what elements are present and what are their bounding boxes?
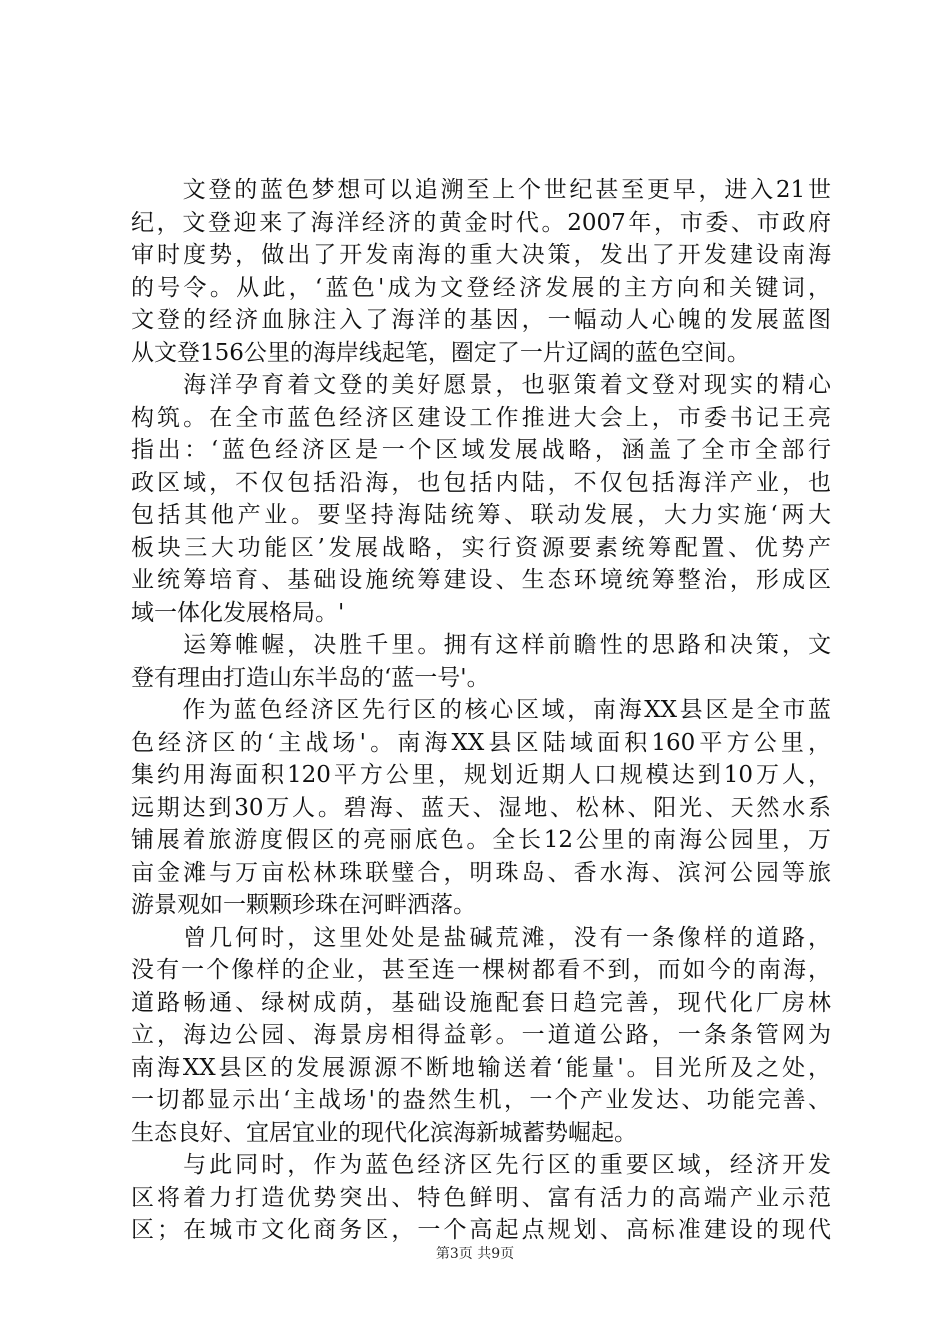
text-line: 游景观如一颗颗珍珠在河畔洒落。 xyxy=(131,892,476,918)
text-line: 远期达到30万人。碧海、蓝天、湿地、松林、阳光、天然水系 xyxy=(131,794,831,821)
page-number-footer: 第3页 共9页 xyxy=(435,1246,515,1262)
text-line: 与此同时，作为蓝色经济区先行区的重要区域，经济开发 xyxy=(131,1152,831,1178)
text-line: 审时度势，做出了开发南海的重大决策，发出了开发建设南海 xyxy=(131,242,831,268)
text-line: 一切都显示出‘主战场'的盎然生机，一个产业发达、功能完善、 xyxy=(131,1087,831,1113)
text-line: 南海XX县区的发展源源不断地输送着‘能量'。目光所及之处， xyxy=(131,1054,831,1081)
text-line: 业统筹培育、基础设施统筹建设、生态环境统筹整治，形成区 xyxy=(131,567,831,593)
text-line: 构筑。在全市蓝色经济区建设工作推进大会上，市委书记王亮 xyxy=(131,404,831,431)
text-line: 政区域，不仅包括沿海，也包括内陆，不仅包括海洋产业，也 xyxy=(131,469,831,496)
text-line: 没有一个像样的企业，甚至连一棵树都看不到，而如今的南海， xyxy=(131,957,831,983)
text-line: 运筹帷幄，决胜千里。拥有这样前瞻性的思路和决策，文 xyxy=(131,632,831,658)
text-line: 包括其他产业。要坚持海陆统筹、联动发展，大力实施‘两大 xyxy=(131,502,831,528)
text-line: 从文登156公里的海岸线起笔，圈定了一片辽阔的蓝色空间。 xyxy=(131,339,750,366)
text-line: 色经济区的‘主战场'。南海XX县区陆域面积160平方公里， xyxy=(131,729,831,756)
text-line: 纪，文登迎来了海洋经济的黄金时代。2007年，市委、市政府 xyxy=(131,209,831,236)
text-line: 海洋孕育着文登的美好愿景，也驱策着文登对现实的精心 xyxy=(131,372,831,398)
text-line: 区将着力打造优势突出、特色鲜明、富有活力的高端产业示范 xyxy=(131,1184,831,1211)
text-line: 文登的经济血脉注入了海洋的基因，一幅动人心魄的发展蓝图 xyxy=(131,307,831,333)
text-line: 亩金滩与万亩松林珠联璧合，明珠岛、香水海、滨河公园等旅 xyxy=(131,859,831,886)
text-line: 登有理由打造山东半岛的‘蓝一号'。 xyxy=(131,664,490,691)
paragraph xyxy=(131,369,831,629)
text-line: 铺展着旅游度假区的亮丽底色。全长12公里的南海公园里，万 xyxy=(131,827,831,853)
paragraph xyxy=(131,174,831,369)
text-line: 生态良好、宜居宜业的现代化滨海新城蓄势崛起。 xyxy=(131,1119,637,1146)
text-line: 集约用海面积120平方公里，规划近期人口规模达到10万人， xyxy=(131,762,831,788)
paragraph xyxy=(131,922,831,1150)
text-line: 板块三大功能区’发展战略，实行资源要素统筹配置、优势产 xyxy=(131,534,831,561)
document-body xyxy=(131,174,831,1247)
paragraph xyxy=(131,629,831,694)
text-line: 作为蓝色经济区先行区的核心区域，南海XX县区是全市蓝 xyxy=(131,697,831,723)
paragraph xyxy=(131,1149,831,1247)
paragraph xyxy=(131,694,831,922)
text-line: 曾几何时，这里处处是盐碱荒滩，没有一条像样的道路， xyxy=(131,924,831,951)
text-line: 道路畅通、绿树成荫，基础设施配套日趋完善，现代化厂房林 xyxy=(131,989,831,1016)
text-line: 区；在城市文化商务区，一个高起点规划、高标准建设的现代 xyxy=(131,1217,831,1243)
text-line: 文登的蓝色梦想可以追溯至上个世纪甚至更早，进入21世 xyxy=(131,177,831,203)
text-line: 立，海边公园、海景房相得益彰。一道道公路，一条条管网为 xyxy=(131,1022,831,1048)
text-line: 指出：‘蓝色经济区是一个区域发展战略，涵盖了全市全部行 xyxy=(131,437,831,463)
text-line: 域一体化发展格局。' xyxy=(131,599,345,626)
text-line: 的号令。从此，‘蓝色'成为文登经济发展的主方向和关键词， xyxy=(131,274,831,301)
